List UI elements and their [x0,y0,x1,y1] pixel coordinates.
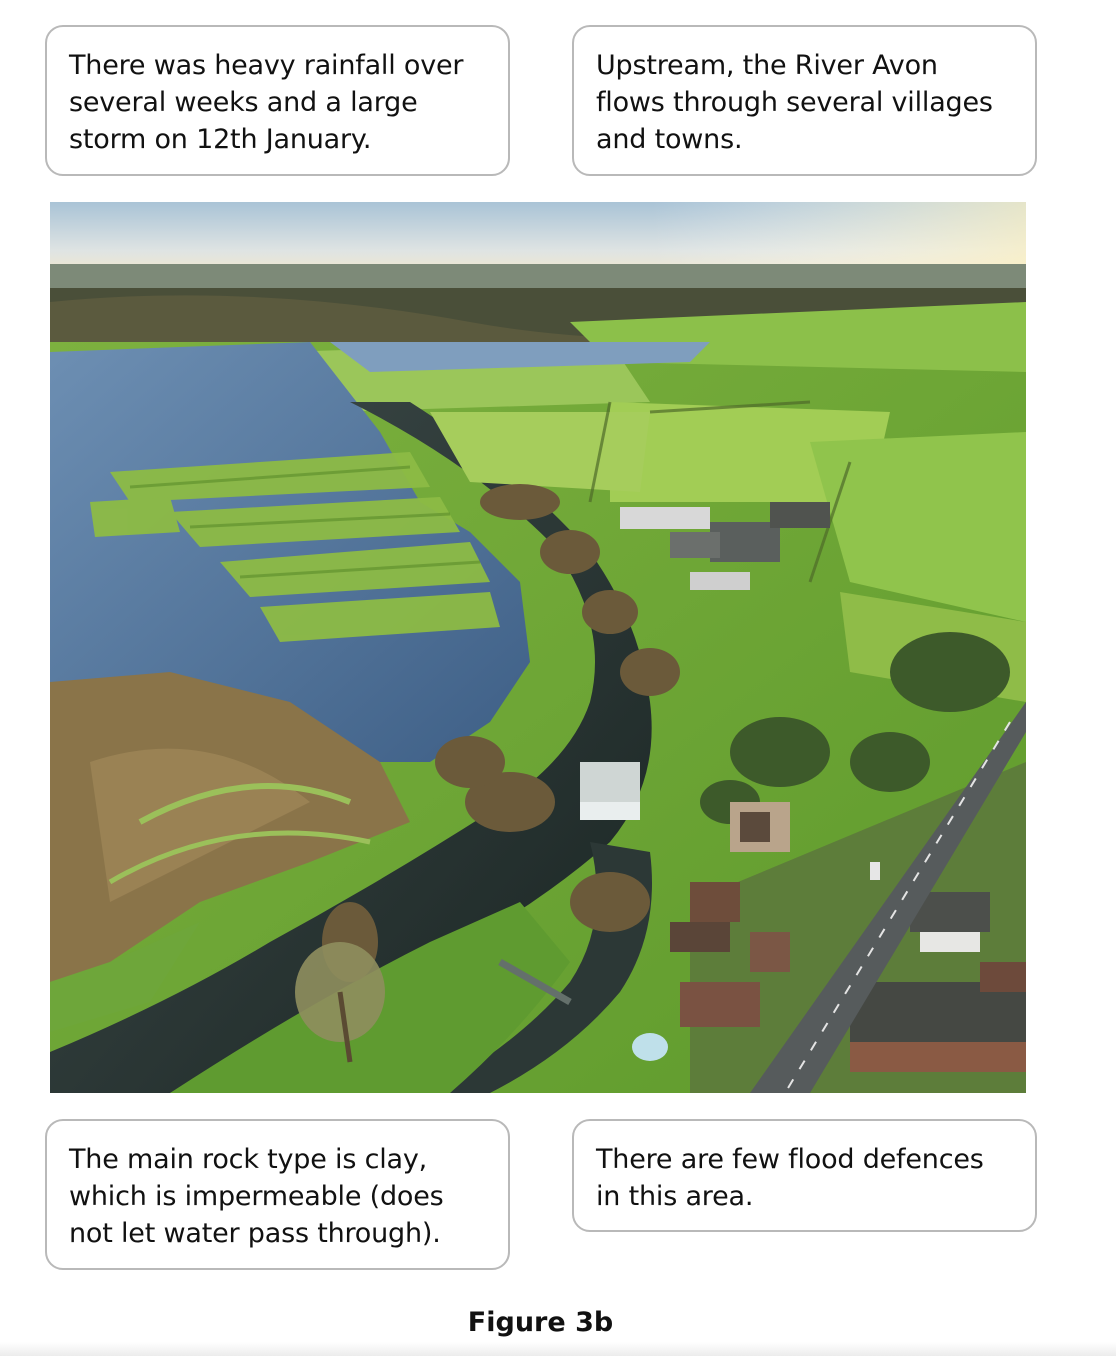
callout-text: There are few flood defences in this area. [596,1144,984,1212]
callout-river-upstream [572,25,1037,176]
aerial-flood-photo [50,202,1026,1093]
callout-text: Upstream, the River Avon flows through several villages and towns. [596,50,993,155]
callout-flood-defences [572,1119,1037,1232]
distant-hills [50,264,1026,290]
page-bottom-edge [0,1342,1116,1356]
callout-text: The main rock type is clay, which is impermeable (does not let water pass through). [69,1144,444,1249]
figure-caption: Figure 3b [467,1307,614,1338]
callout-heavy-rainfall [45,25,510,176]
callout-text: There was heavy rainfall over several weeks and a large storm on 12th January. [69,50,464,155]
greenhouse [632,1033,668,1061]
callout-rock-type [45,1119,510,1270]
